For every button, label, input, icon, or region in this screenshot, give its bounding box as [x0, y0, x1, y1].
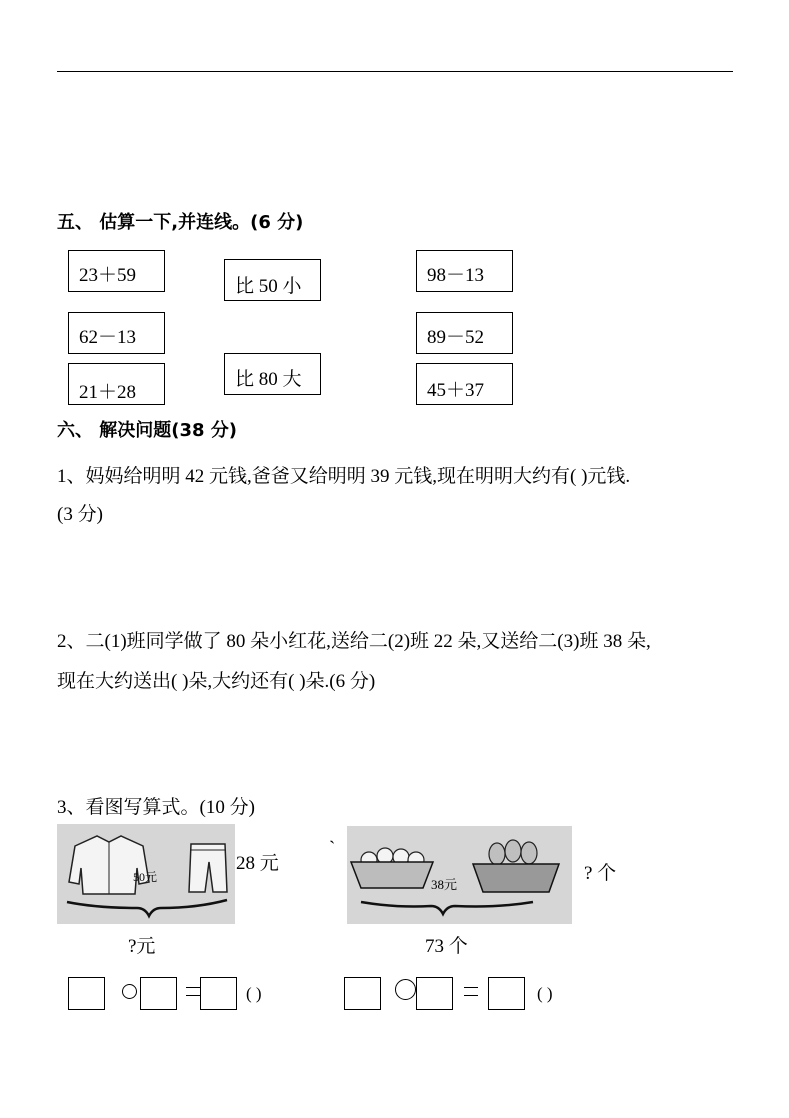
answer-box-left-3[interactable]: [200, 977, 237, 1010]
fruit-total-label: 73 个: [425, 936, 468, 957]
fruit-baskets-picture: [347, 826, 572, 924]
expr-box-left-3: 21＋28: [68, 363, 165, 405]
expr-box-left-2: 62－13: [68, 312, 165, 354]
unit-paren-right[interactable]: ( ): [537, 984, 553, 1003]
estimate-box-less-50: 比 50 小: [224, 259, 321, 301]
answer-box-right-2[interactable]: [416, 977, 453, 1010]
question-2-line-1: 2、二(1)班同学做了 80 朵小红花,送给二(2)班 22 朵,又送给二(3)班 38 朵,: [57, 631, 651, 652]
question-1-line-1: 1、妈妈给明明 42 元钱,爸爸又给明明 39 元钱,现在明明大约有( )元钱.: [57, 466, 631, 487]
section-six-title: 六、 解决问题(38 分): [57, 420, 238, 441]
expr-box-left-1: 23＋59: [68, 250, 165, 292]
pants-price-label: 28 元: [236, 853, 279, 874]
answer-box-left-2[interactable]: [140, 977, 177, 1010]
equals-sign-left: [186, 987, 200, 996]
expr-box-right-2: 89－52: [416, 312, 513, 354]
equals-sign-right: [464, 987, 478, 996]
stray-mark: `: [329, 838, 336, 859]
jacket-price-text: 50元: [133, 870, 158, 884]
estimate-box-more-80: 比 80 大: [224, 353, 321, 395]
clothes-total-label: ?元: [128, 936, 156, 957]
operator-circle-right[interactable]: [395, 979, 416, 1000]
header-rule: [57, 71, 733, 72]
question-2-line-2: 现在大约送出( )朵,大约还有( )朵.(6 分): [57, 671, 376, 692]
answer-box-right-1[interactable]: [344, 977, 381, 1010]
basket-price-text: 38元: [431, 877, 458, 892]
answer-box-right-3[interactable]: [488, 977, 525, 1010]
operator-circle-left[interactable]: [122, 984, 137, 999]
question-3-title: 3、看图写算式。(10 分): [57, 797, 255, 818]
clothes-picture: [57, 824, 235, 924]
fruit-baskets-illustration: [347, 826, 572, 924]
answer-box-left-1[interactable]: [68, 977, 105, 1010]
unknown-count-label: ? 个: [584, 863, 617, 884]
section-five-title: 五、 估算一下,并连线。(6 分): [57, 212, 304, 233]
question-1-line-2: (3 分): [57, 504, 103, 525]
expr-box-right-3: 45＋37: [416, 363, 513, 405]
unit-paren-left[interactable]: ( ): [246, 984, 262, 1003]
expr-box-right-1: 98－13: [416, 250, 513, 292]
